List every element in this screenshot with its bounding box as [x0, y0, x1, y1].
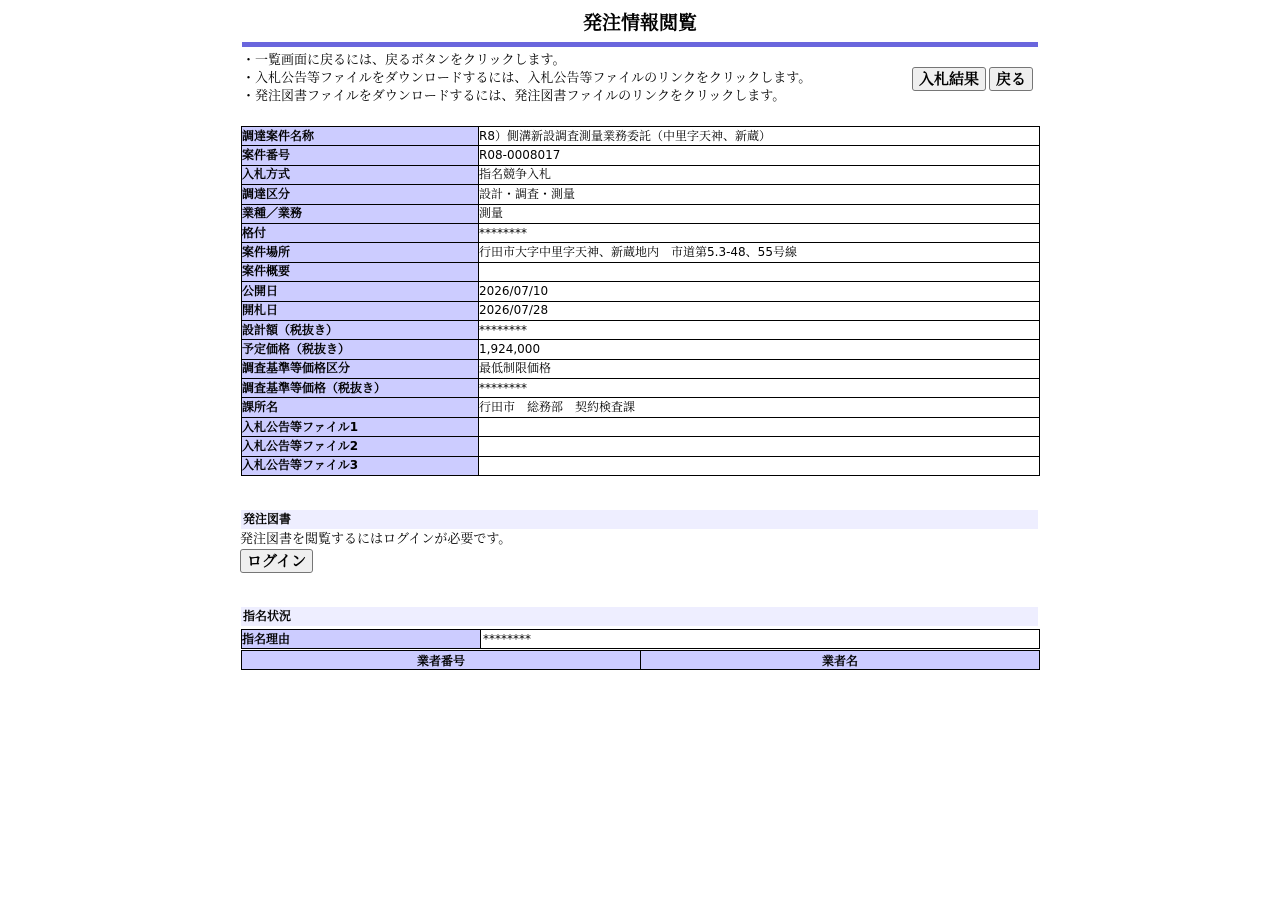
nomination-reason-label: 指名理由 — [242, 630, 481, 649]
row-value: R8）側溝新設調査測量業務委託（中里字天神、新蔵） — [479, 127, 1040, 146]
table-row — [242, 320, 1040, 339]
nomination-header: 指名状況 — [241, 607, 1038, 626]
instruction-line: ・入札公告等ファイルをダウンロードするには、入札公告等ファイルのリンクをクリックします。 — [242, 71, 812, 86]
row-value: 1,924,000 — [479, 340, 1040, 359]
row-label: 案件場所 — [242, 243, 479, 262]
row-value — [479, 417, 1040, 436]
vendor-header-row — [242, 651, 1040, 670]
row-value: 2026/07/28 — [479, 301, 1040, 320]
bid-result-button[interactable]: 入札結果 — [912, 67, 986, 91]
back-button[interactable]: 戻る — [989, 67, 1033, 91]
table-row — [242, 456, 1040, 475]
row-label: 設計額（税抜き） — [242, 320, 479, 339]
table-row — [242, 379, 1040, 398]
login-button[interactable]: ログイン — [240, 549, 313, 573]
vendor-number-header: 業者番号 — [242, 651, 641, 670]
row-value: R08-0008017 — [479, 146, 1040, 165]
row-label: 案件番号 — [242, 146, 479, 165]
nomination-reason-value: ******** — [481, 630, 1040, 649]
table-row — [242, 146, 1040, 165]
top-button-group — [912, 67, 1033, 91]
row-value: 設計・調査・測量 — [479, 185, 1040, 204]
row-label: 業種／業務 — [242, 204, 479, 223]
row-value: 2026/07/10 — [479, 282, 1040, 301]
row-value: 行田市 総務部 契約検査課 — [479, 398, 1040, 417]
title-divider — [242, 42, 1038, 47]
row-value — [479, 262, 1040, 281]
table-row — [242, 223, 1040, 242]
table-row — [242, 417, 1040, 436]
vendor-name-header: 業者名 — [641, 651, 1040, 670]
table-row — [242, 437, 1040, 456]
row-label: 格付 — [242, 223, 479, 242]
row-value: 行田市大字中里字天神、新蔵地内 市道第5.3-48、55号線 — [479, 243, 1040, 262]
instruction-line: ・一覧画面に戻るには、戻るボタンをクリックします。 — [242, 53, 566, 68]
order-docs-header: 発注図書 — [241, 510, 1038, 529]
table-row — [242, 282, 1040, 301]
nomination-reason-table — [241, 629, 1040, 649]
row-value: 測量 — [479, 204, 1040, 223]
table-row — [242, 204, 1040, 223]
row-label: 入札方式 — [242, 165, 479, 184]
row-label: 入札公告等ファイル3 — [242, 456, 479, 475]
table-row — [242, 127, 1040, 146]
row-label: 予定価格（税抜き） — [242, 340, 479, 359]
table-row — [242, 262, 1040, 281]
table-row — [242, 340, 1040, 359]
row-value — [479, 456, 1040, 475]
row-label: 調達区分 — [242, 185, 479, 204]
table-row — [242, 359, 1040, 378]
instructions — [242, 52, 811, 106]
table-row — [242, 165, 1040, 184]
row-label: 調達案件名称 — [242, 127, 479, 146]
row-value: ******** — [479, 379, 1040, 398]
instruction-line: ・発注図書ファイルをダウンロードするには、発注図書ファイルのリンクをクリックします。 — [242, 89, 786, 104]
row-label: 課所名 — [242, 398, 479, 417]
row-label: 調査基準等価格（税抜き） — [242, 379, 479, 398]
row-value: 指名競争入札 — [479, 165, 1040, 184]
row-value: ******** — [479, 320, 1040, 339]
row-label: 開札日 — [242, 301, 479, 320]
row-label: 調査基準等価格区分 — [242, 359, 479, 378]
table-row — [242, 243, 1040, 262]
row-label: 案件概要 — [242, 262, 479, 281]
row-value: ******** — [479, 223, 1040, 242]
table-row — [242, 398, 1040, 417]
table-row — [242, 630, 1040, 649]
table-row — [242, 185, 1040, 204]
row-value — [479, 437, 1040, 456]
row-label: 入札公告等ファイル2 — [242, 437, 479, 456]
row-label: 入札公告等ファイル1 — [242, 417, 479, 436]
vendor-table — [241, 650, 1040, 670]
login-required-message: 発注図書を閲覧するにはログインが必要です。 — [240, 532, 512, 547]
page-title: 発注情報閲覧 — [582, 12, 697, 34]
row-label: 公開日 — [242, 282, 479, 301]
table-row — [242, 301, 1040, 320]
case-info-table — [241, 126, 1040, 476]
row-value: 最低制限価格 — [479, 359, 1040, 378]
